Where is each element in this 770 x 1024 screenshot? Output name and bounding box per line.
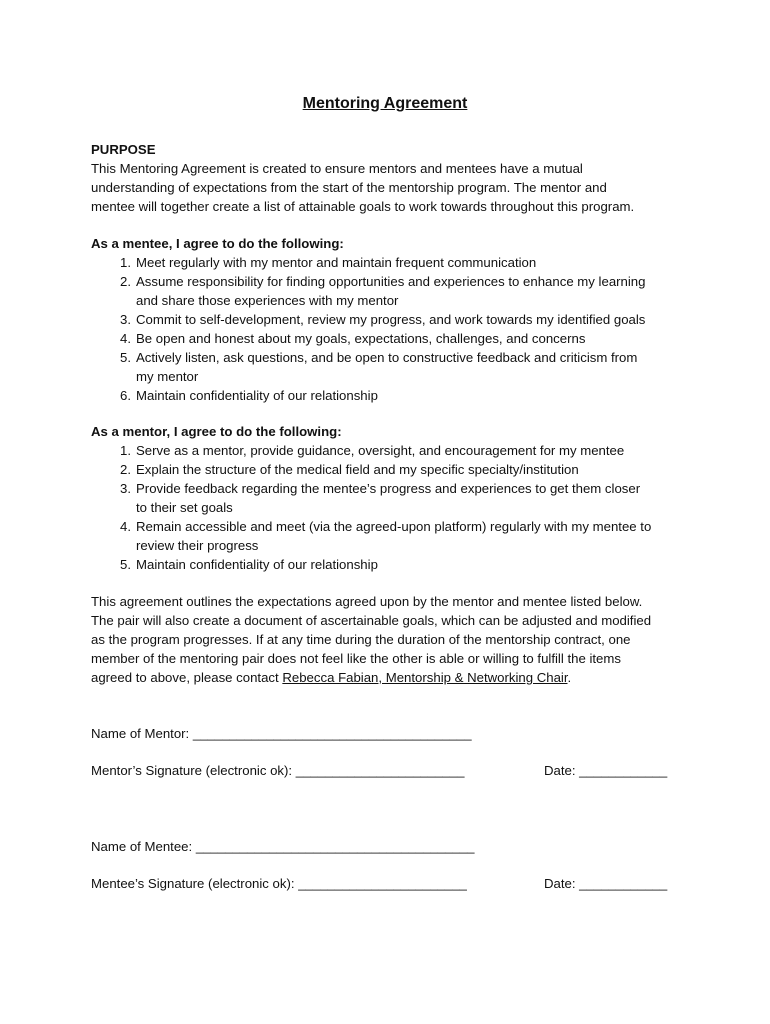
mentee-section bbox=[91, 234, 691, 405]
list-number: 1. bbox=[120, 255, 131, 270]
list-item-text: review their progress bbox=[136, 538, 259, 553]
purpose-heading: PURPOSE bbox=[91, 142, 156, 157]
list-item bbox=[91, 460, 691, 479]
list-item bbox=[91, 441, 691, 460]
list-number: 4. bbox=[120, 331, 131, 346]
list-item bbox=[91, 348, 691, 386]
closing-section bbox=[91, 592, 691, 687]
mentee-heading: As a mentee, I agree to do the following: bbox=[91, 236, 344, 251]
list-item-text: and share those experiences with my mentor bbox=[136, 293, 399, 308]
list-item bbox=[91, 517, 691, 555]
closing-contact-prefix: agreed to above, please contact bbox=[91, 670, 283, 685]
list-item-text: Meet regularly with my mentor and maintain frequent communication bbox=[136, 255, 537, 270]
list-item bbox=[91, 555, 691, 574]
closing-line: The pair will also create a document of ascertainable goals, which can be adjusted and modified bbox=[91, 613, 652, 628]
list-item bbox=[91, 329, 691, 348]
list-item-text: Explain the structure of the medical field and my specific specialty/institution bbox=[136, 462, 579, 477]
list-item-text: my mentor bbox=[136, 369, 199, 384]
closing-contact-suffix: . bbox=[567, 670, 572, 685]
list-item-text: Maintain confidentiality of our relationship bbox=[136, 557, 378, 572]
list-item bbox=[91, 479, 691, 517]
contact-link[interactable]: Rebecca Fabian, Mentorship & Networking Chair bbox=[282, 670, 568, 685]
mentor-name-field[interactable]: Name of Mentor: ______________________________________ bbox=[91, 726, 472, 741]
list-item-text: Maintain confidentiality of our relationship bbox=[136, 388, 378, 403]
list-number: 5. bbox=[120, 557, 131, 572]
list-item bbox=[91, 386, 691, 405]
mentor-signature-field[interactable]: Mentor’s Signature (electronic ok): _______________________ bbox=[91, 763, 465, 778]
mentor-section bbox=[91, 422, 691, 574]
mentor-heading: As a mentor, I agree to do the following: bbox=[91, 424, 342, 439]
list-number: 3. bbox=[120, 481, 131, 496]
purpose-line: understanding of expectations from the start of the mentorship program. The mentor and bbox=[91, 180, 607, 195]
list-number: 6. bbox=[120, 388, 131, 403]
list-number: 3. bbox=[120, 312, 131, 327]
list-item-text: Serve as a mentor, provide guidance, oversight, and encouragement for my mentee bbox=[136, 443, 625, 458]
list-item-text: to their set goals bbox=[136, 500, 233, 515]
list-number: 5. bbox=[120, 350, 131, 365]
purpose-section bbox=[91, 140, 691, 216]
list-number: 2. bbox=[120, 274, 131, 289]
mentor-list bbox=[91, 441, 691, 574]
list-item bbox=[91, 272, 691, 310]
purpose-line: This Mentoring Agreement is created to ensure mentors and mentees have a mutual bbox=[91, 161, 583, 176]
list-item-text: Remain accessible and meet (via the agreed-upon platform) regularly with my mentee to bbox=[136, 519, 652, 534]
list-item-text: Provide feedback regarding the mentee’s progress and experiences to get them closer bbox=[136, 481, 641, 496]
closing-line: This agreement outlines the expectations agreed upon by the mentor and mentee listed below. bbox=[91, 594, 643, 609]
list-number: 2. bbox=[120, 462, 131, 477]
list-item-text: Actively listen, ask questions, and be open to constructive feedback and criticism from bbox=[136, 350, 638, 365]
mentor-date-field[interactable]: Date: ____________ bbox=[544, 763, 668, 778]
mentee-signature-field[interactable]: Mentee’s Signature (electronic ok): _______________________ bbox=[91, 876, 467, 891]
purpose-line: mentee will together create a list of attainable goals to work towards throughout this program. bbox=[91, 199, 635, 214]
mentee-date-field[interactable]: Date: ____________ bbox=[544, 876, 668, 891]
closing-line: member of the mentoring pair does not feel like the other is able or willing to fulfill the items bbox=[91, 651, 621, 666]
closing-line: as the program progresses. If at any time during the duration of the mentorship contract, one bbox=[91, 632, 631, 647]
list-item bbox=[91, 310, 691, 329]
mentee-list bbox=[91, 253, 691, 405]
list-number: 4. bbox=[120, 519, 131, 534]
page-title: Mentoring Agreement bbox=[302, 95, 468, 112]
list-item bbox=[91, 253, 691, 272]
closing-contact-line bbox=[91, 668, 691, 687]
list-item-text: Assume responsibility for finding opportunities and experiences to enhance my learning bbox=[136, 274, 646, 289]
list-number: 1. bbox=[120, 443, 131, 458]
mentee-name-field[interactable]: Name of Mentee: ______________________________________ bbox=[91, 839, 475, 854]
list-item-text: Be open and honest about my goals, expectations, challenges, and concerns bbox=[136, 331, 586, 346]
list-item-text: Commit to self-development, review my progress, and work towards my identified goals bbox=[136, 312, 646, 327]
